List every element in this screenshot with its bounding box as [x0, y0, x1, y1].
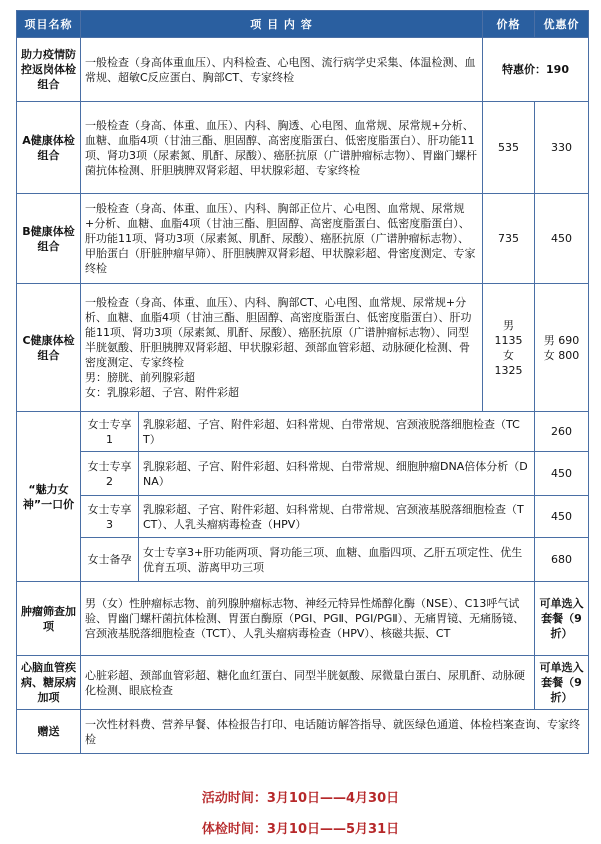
sub-package-content: 乳腺彩超、子宫、附件彩超、妇科常规、白带常规、宫颈液基脱落细胞检查（TCT）、人乳头瘤病毒检查（HPV） [139, 496, 535, 538]
package-price-table [16, 10, 589, 754]
addon-content: 心脏彩超、颈部血管彩超、糖化血红蛋白、同型半胱氨酸、尿微量白蛋白、尿肌酐、动脉硬化检测、眼底检查 [81, 656, 535, 710]
table-row [17, 284, 589, 412]
addon-content: 男（女）性肿瘤标志物、前列腺肿瘤标志物、神经元特异性烯醇化酶（NSE）、C13呼气试验、胃幽门螺杆菌抗体检测、胃蛋白酶原（PGⅠ、PGⅡ、PGⅠ/PGⅡ）、无痛胃镜、无痛肠镜、宫颈液基脱落细胞检查（TCT）、人乳头瘤病毒检查（HPV）、核磁共振、CT [81, 582, 535, 656]
gift-content: 一次性材料费、营养早餐、体检报告打印、电话随访解答指导、就医绿色通道、体检档案查询、专家终检 [81, 710, 589, 754]
sub-package-discount: 260 [535, 412, 589, 452]
sub-package-name: 女士专享2 [81, 452, 139, 496]
table-row [17, 538, 589, 582]
table-row [17, 496, 589, 538]
sub-package-content: 乳腺彩超、子宫、附件彩超、妇科常规、白带常规、宫颈液脱落细胞检查（TCT） [139, 412, 535, 452]
package-price: 535 [483, 102, 535, 194]
package-name: 助力疫情防控返岗体检组合 [17, 38, 81, 102]
table-row [17, 582, 589, 656]
package-content: 一般检查（身高体重血压）、内科检查、心电图、流行病学史采集、体温检测、血常规、超敏C反应蛋白、胸部CT、专家终检 [81, 38, 483, 102]
table-row [17, 656, 589, 710]
activity-time: 活动时间：3月10日——4月30日 [201, 791, 400, 806]
package-content: 一般检查（身高、体重、血压）、内科、胸部CT、心电图、血常规、尿常规+分析、血糖、血脂4项（甘油三酯、胆固醇、高密度脂蛋白、低密度脂蛋白）、肝功能11项、肾功3项（尿素氮、肌酐、尿酸）、癌胚抗原（广谱肿瘤标志物）、同型半胱氨酸、肝胆胰脾双肾彩超、甲状腺彩超、颈部血管彩超、动脉硬化检测、骨密度测定、专家终检 男：膀胱、前列腺彩超 女：乳腺彩超、子宫、附件彩超 [81, 284, 483, 412]
table-row [17, 38, 589, 102]
header-price: 价格 [483, 11, 535, 38]
goddess-package-name: “魅力女神”一口价 [17, 412, 81, 582]
package-content: 一般检查（身高、体重、血压）、内科、胸透、心电图、血常规、尿常规+分析、血糖、血脂4项（甘油三酯、胆固醇、高密度脂蛋白、低密度脂蛋白）、肝功能11项、肾功3项（尿素氮、肌酐、尿酸）、癌胚抗原（广谱肿瘤标志物）、胃幽门螺杆菌抗体检测、肝胆胰脾双肾彩超、甲状腺彩超、专家终检 [81, 102, 483, 194]
package-discount: 450 [535, 194, 589, 284]
addon-name: 肿瘤筛查加项 [17, 582, 81, 656]
package-name: C健康体检组合 [17, 284, 81, 412]
package-name: A健康体检组合 [17, 102, 81, 194]
sub-package-name: 女士备孕 [81, 538, 139, 582]
sub-package-discount: 680 [535, 538, 589, 582]
sub-package-discount: 450 [535, 496, 589, 538]
sub-package-content: 女士专享3+肝功能两项、肾功能三项、血糖、血脂四项、乙肝五项定性、优生优育五项、游离甲功三项 [139, 538, 535, 582]
sub-package-discount: 450 [535, 452, 589, 496]
package-content: 一般检查（身高、体重、血压）、内科、胸部正位片、心电图、血常规、尿常规+分析、血糖、血脂4项（甘油三酯、胆固醇、高密度脂蛋白、低密度脂蛋白）、肝功能11项、肾功3项（尿素氮、肌酐、尿酸）、癌胚抗原（广谱肿瘤标志物）、甲胎蛋白（肝脏肿瘤早筛）、肝胆胰脾双肾彩超、甲状腺彩超、骨密度测定、专家终检 [81, 194, 483, 284]
addon-name: 心脑血管疾病、糖尿病加项 [17, 656, 81, 710]
package-discount: 男 690 女 800 [535, 284, 589, 412]
addon-note: 可单选入套餐（9折） [535, 582, 589, 656]
table-row [17, 102, 589, 194]
table-row [17, 452, 589, 496]
package-price: 735 [483, 194, 535, 284]
package-discount: 330 [535, 102, 589, 194]
package-name: B健康体检组合 [17, 194, 81, 284]
exam-time: 体检时间：3月10日——5月31日 [201, 822, 400, 837]
table-row [17, 412, 589, 452]
special-price: 特惠价：190 [483, 38, 589, 102]
table-header-row [17, 11, 589, 38]
header-item-content: 项 目 内 容 [81, 11, 483, 38]
table-row [17, 710, 589, 754]
header-discount: 优惠价 [535, 11, 589, 38]
sub-package-content: 乳腺彩超、子宫、附件彩超、妇科常规、白带常规、细胞肿瘤DNA倍体分析（DNA） [139, 452, 535, 496]
package-price: 男 1135 女 1325 [483, 284, 535, 412]
sub-package-name: 女士专享1 [81, 412, 139, 452]
sub-package-name: 女士专享3 [81, 496, 139, 538]
gift-name: 赠送 [17, 710, 81, 754]
table-row [17, 194, 589, 284]
addon-note: 可单选入套餐（9折） [535, 656, 589, 710]
header-item-name: 项目名称 [17, 11, 81, 38]
